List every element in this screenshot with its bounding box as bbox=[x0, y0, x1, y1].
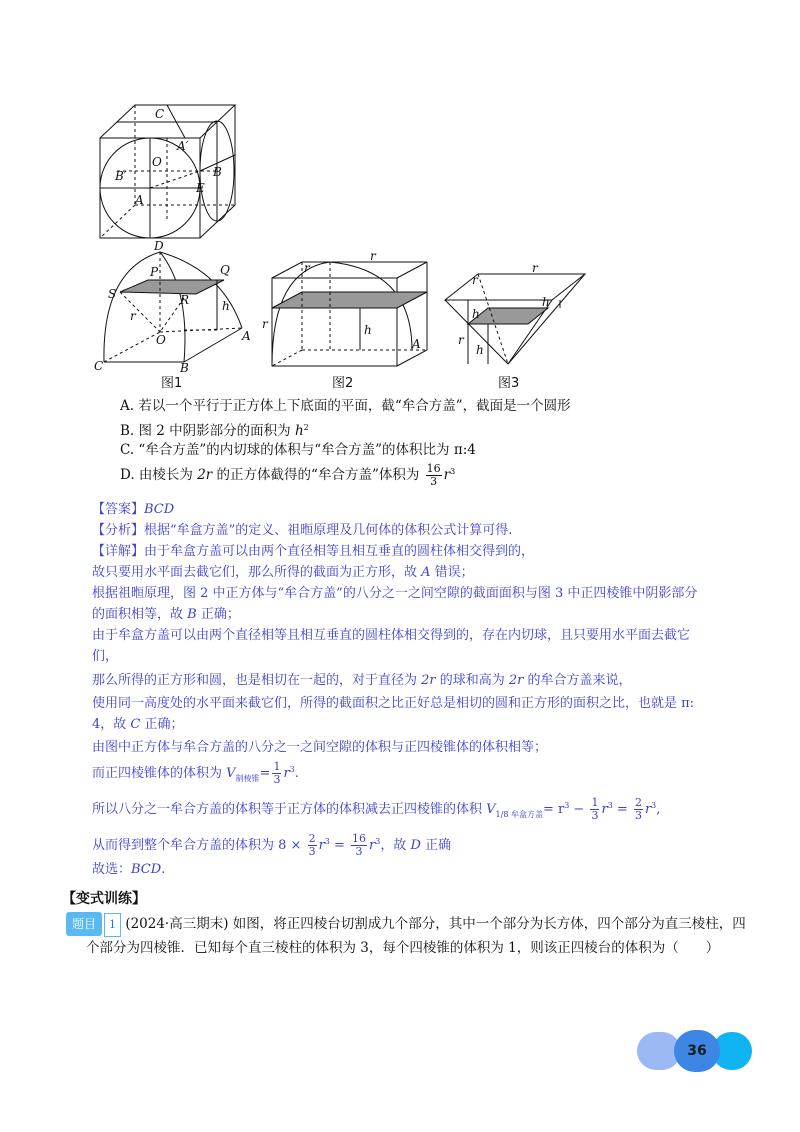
detail-line-13: 从而得到整个牟合方盖的体积为 8 × $\frac{2}{3}$ $r^3$ = $\frac{16}{3}$ $r^3$，故 D 正确 bbox=[92, 832, 452, 858]
page-number: 36 bbox=[687, 1043, 707, 1059]
detail-line-4: 的面积相等，故 B 正确； bbox=[92, 607, 240, 622]
cube-label-c: C bbox=[155, 107, 165, 121]
fig1-label-b: B bbox=[180, 361, 189, 375]
detail-line-2: 故只要用水平面去截它们，那么所得的截面为正方形，故 A 错误； bbox=[92, 565, 474, 580]
fig3-label-r-left: r bbox=[458, 333, 464, 347]
detail-line-1: 【详解】由于牟盒方盖可以由两个直径相等且相互垂直的圆柱体相交得到的， bbox=[92, 544, 535, 559]
fig3-label-h1: h bbox=[542, 295, 550, 309]
fig2-caption: 图2 bbox=[332, 376, 354, 391]
fig3-label-h2: h bbox=[472, 307, 480, 321]
fig1-label-a: A bbox=[242, 329, 251, 343]
detail-line-7: 那么所得的正方形和圆，也是相切在一起的，对于直径为 2r 的球和高为 2r 的牟合方盖来说， bbox=[92, 673, 632, 688]
cube-label-o: O bbox=[152, 155, 162, 169]
question-line-2: 个部分为四棱锥．已知每个直三棱柱的体积为 3，每个四棱锥的体积为 1，则该正四棱台的体积为（ ） bbox=[86, 940, 720, 956]
fig2-label-r-top1: r bbox=[304, 261, 310, 275]
detail-line-6: 们， bbox=[92, 649, 119, 664]
fig3-label-h3: h bbox=[476, 343, 484, 357]
cube-label-b-prime: B′ bbox=[115, 169, 127, 183]
fig2-label-a: A bbox=[412, 337, 421, 351]
fig2-label-r-top2: r bbox=[370, 250, 376, 263]
detail-line-8: 使用同一高度处的水平面来截它们，所得的截面积之比正好总是相切的圆和正方形的面积之比，也就是 π: bbox=[92, 696, 695, 711]
fig1-label-p: P bbox=[150, 265, 159, 279]
fig1-label-r: r bbox=[130, 309, 136, 323]
section-title: 【变式训练】 bbox=[62, 891, 146, 907]
detail-line-11: 而正四棱锥体的体积为 $V_{制棱锥}=$ $\frac{1}{3}$ $r^3$. bbox=[92, 760, 299, 786]
question-line-1: 题目 1 (2024·高三期末) 如图，将正四棱台切割成九个部分，其中一个部分为长方体，四个部分为直三棱柱，四 bbox=[66, 912, 746, 937]
detail-line-9: 4，故 C 正确； bbox=[92, 717, 184, 732]
option-d: D. 由棱长为 2r 的正方体截得的“牟合方盖”体积为 $\frac{16}{3}$ $r^3$ bbox=[120, 462, 456, 488]
detail-line-3: 根据祖暅原理，图 2 中正方体与“牟合方盖”的八分之一之间空隙的截面面积与图 3 中正四棱锥中阴影部分 bbox=[92, 586, 698, 601]
fig3-caption: 图3 bbox=[498, 376, 520, 391]
detail-line-14: 故选：BCD. bbox=[92, 862, 166, 877]
figure-1 bbox=[92, 240, 262, 375]
detail-line-5: 由于牟盒方盖可以由两个直径相等且相互垂直的圆柱体相交得到的，存在内切球，且只要用水平面去截它 bbox=[92, 628, 691, 643]
question-tag: 题目 bbox=[66, 912, 102, 936]
option-c: C. “牟合方盖”的内切球的体积与“牟合方盖”的体积比为 π:4 bbox=[120, 442, 476, 458]
option-a: A. 若以一个平行于正方体上下底面的平面，截“牟合方盖”，截面是一个圆形 bbox=[120, 398, 571, 414]
fig2-label-h: h bbox=[364, 323, 372, 337]
question-block bbox=[66, 912, 746, 959]
fig2-label-r-left: r bbox=[262, 317, 268, 331]
fig1-label-q: Q bbox=[220, 263, 230, 277]
fig1-label-o: O bbox=[156, 333, 166, 347]
fig1-label-c: C bbox=[94, 359, 104, 373]
fig1-label-r-cap: R bbox=[180, 293, 190, 307]
fig3-label-r-top2: r bbox=[532, 262, 538, 275]
option-b: B. 图 2 中阴影部分的面积为 $h^2$ bbox=[120, 423, 309, 439]
question-number: 1 bbox=[104, 913, 121, 937]
fig3-label-r-top1: r bbox=[472, 273, 478, 287]
cube-label-e: E bbox=[196, 181, 205, 195]
cube-label-a: A bbox=[135, 193, 144, 207]
fig1-caption: 图1 bbox=[161, 376, 183, 391]
fig1-label-h: h bbox=[222, 299, 230, 313]
analysis-line: 【分析】根据“牟盒方盖”的定义、祖暅原理及几何体的体积公式计算可得. bbox=[92, 523, 513, 538]
fig1-label-d: D bbox=[154, 240, 164, 253]
detail-line-10: 由图中正方体与牟合方盖的八分之一之间空隙的体积与正四棱锥体的体积相等； bbox=[92, 740, 548, 755]
cube-label-b: B bbox=[213, 165, 222, 179]
figure-3 bbox=[440, 262, 590, 372]
figure-2 bbox=[262, 250, 437, 370]
fig1-label-s: S bbox=[108, 287, 117, 301]
cube-figure bbox=[95, 100, 255, 242]
detail-line-12: 所以八分之一牟合方盖的体积等于正方体的体积减去正四棱锥的体积 $V_{1/8 牟盒方盖}= r^3$ − $\frac{1}{3}$ $r^3$ = $\frac{2}{3}$ $r^3$, bbox=[92, 796, 661, 822]
cube-label-a-prime: A′ bbox=[177, 139, 189, 153]
answer-line: 【答案】BCD bbox=[92, 502, 175, 517]
